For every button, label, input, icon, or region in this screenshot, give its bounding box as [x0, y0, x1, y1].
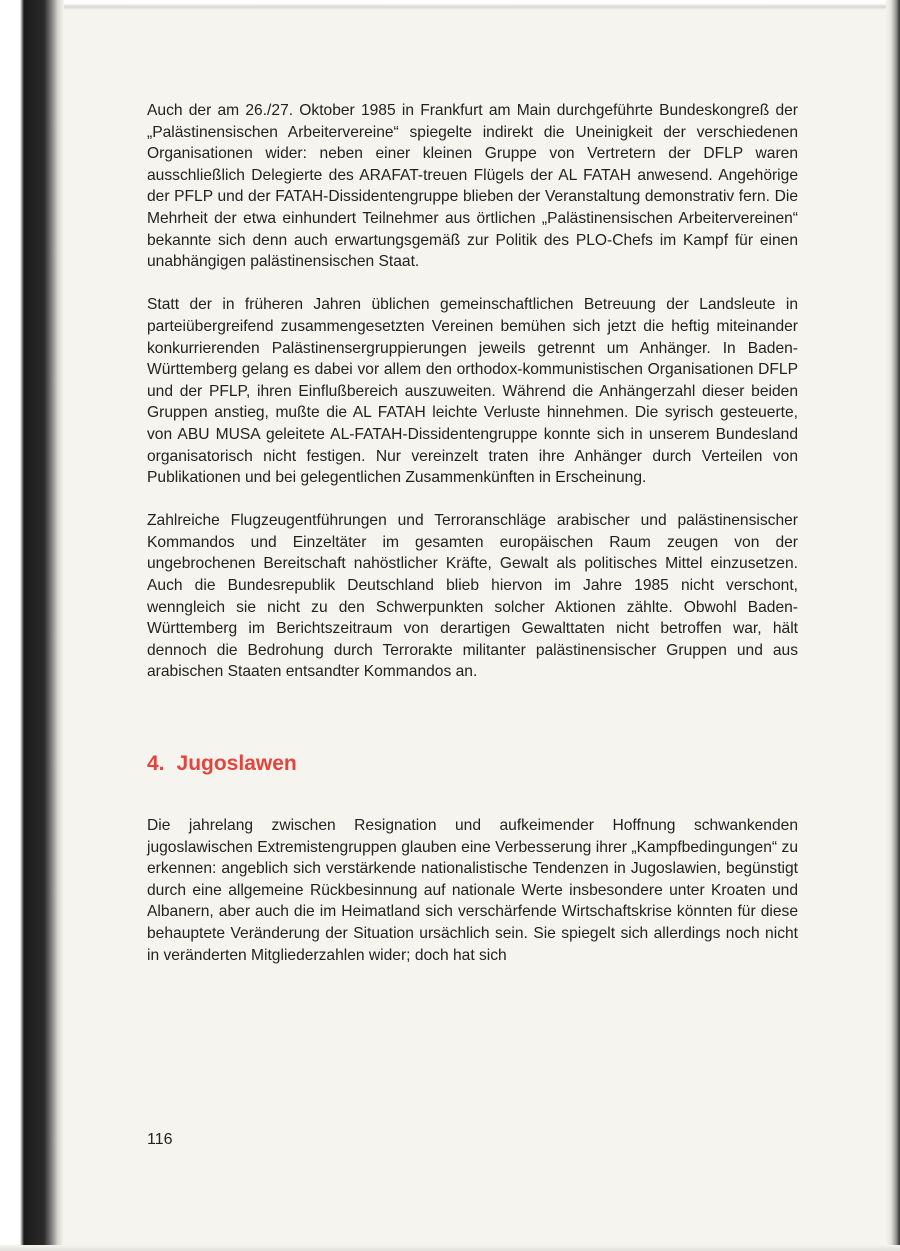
- section-title: Jugoslawen: [176, 752, 297, 776]
- page-body: [147, 100, 798, 966]
- paragraph-3: Zahlreiche Flugzeugentführungen und Terroranschläge arabischer und palästinensischer Kommandos und Einzeltäter im gesamten europäischen Raum zeugen von der ungebrochenen Bereitschaft nahöstlicher Kräfte, Gewalt als politisches Mittel einzusetzen. Auch die Bundesrepublik Deutschland blieb hiervon im Jahre 1985 nicht verschont, wenngleich sie nicht zu den Schwerpunkten solcher Aktionen zählte. Obwohl Baden-Württemberg im Berichtszeitraum von derartigen Gewalttaten nicht betroffen war, hält dennoch die Bedrohung durch Terrorakte militanter palästinensischer Gruppen und aus arabischen Staaten entsandter Kommandos an.: [147, 512, 798, 681]
- section-paragraph: Die jahrelang zwischen Resignation und aufkeimender Hoffnung schwankenden jugoslawischen Extremistengruppen glauben eine Verbesserung ihrer „Kampfbedingungen“ zu erkennen: angeblich sich verstärkende nationalistische Tendenzen in Jugoslawien, begünstigt durch eine allgemeine Rückbesinnung auf nationale Werte insbesondere unter Kroaten und Albanern, aber auch die im Heimatland sich verschärfende Wirtschaftskrise könnten für diese behauptete Veränderung der Situation ursächlich sein. Sie spiegelt sich allerdings noch nicht in veränderten Mitgliederzahlen wider; doch hat sich: [147, 817, 798, 964]
- scan-edge-top: [0, 0, 900, 10]
- section-number: 4.: [147, 752, 165, 776]
- scan-edge-left: [0, 0, 64, 1251]
- scan-edge-right: [886, 0, 900, 1251]
- paragraph-2: Statt der in früheren Jahren üblichen gemeinschaftlichen Betreuung der Landsleute in parteiübergreifend zusammengesetzten Vereinen bemühen sich jetzt die heftig miteinander konkurrierenden Palästinensergruppierungen jeweils getrennt um Anhänger. In Baden-Württemberg gelang es dabei vor allem den orthodox-kommunistischen Organisationen DFLP und der PFLP, ihren Einflußbereich auszuweiten. Während die Anhängerzahl dieser beiden Gruppen anstieg, mußte die AL FATAH leichte Verluste hinnehmen. Die syrisch gesteuerte, von ABU MUSA geleitete AL-FATAH-Dissidentengruppe konnte sich in unserem Bundesland organisatorisch nicht festigen. Nur vereinzelt traten ihre Anhänger durch Verteilen von Publikationen und bei gelegentlichen Zusammenkünften in Erscheinung.: [147, 296, 798, 487]
- page-number: 116: [147, 1131, 173, 1148]
- section-heading: [147, 751, 798, 777]
- paragraph-1: Auch der am 26./27. Oktober 1985 in Frankfurt am Main durchgeführte Bundeskongreß der „Palästinensischen Arbeitervereine“ spiegelte indirekt die Uneinigkeit der verschiedenen Organisationen wider: neben einer kleinen Gruppe von Vertretern der DFLP waren ausschließlich Delegierte des ARAFAT-treuen Flügels der AL FATAH anwesend. Angehörige der PFLP und der FATAH-Dissidentengruppe blieben der Veranstaltung demonstrativ fern. Die Mehrheit der etwa einhundert Teilnehmer aus örtlichen „Palästinensischen Arbeitervereinen“ bekannte sich denn auch erwartungsgemäß zur Politik des PLO-Chefs im Kampf für einen unabhängigen palästinensischen Staat.: [147, 102, 798, 271]
- scan-edge-bottom: [0, 1245, 900, 1251]
